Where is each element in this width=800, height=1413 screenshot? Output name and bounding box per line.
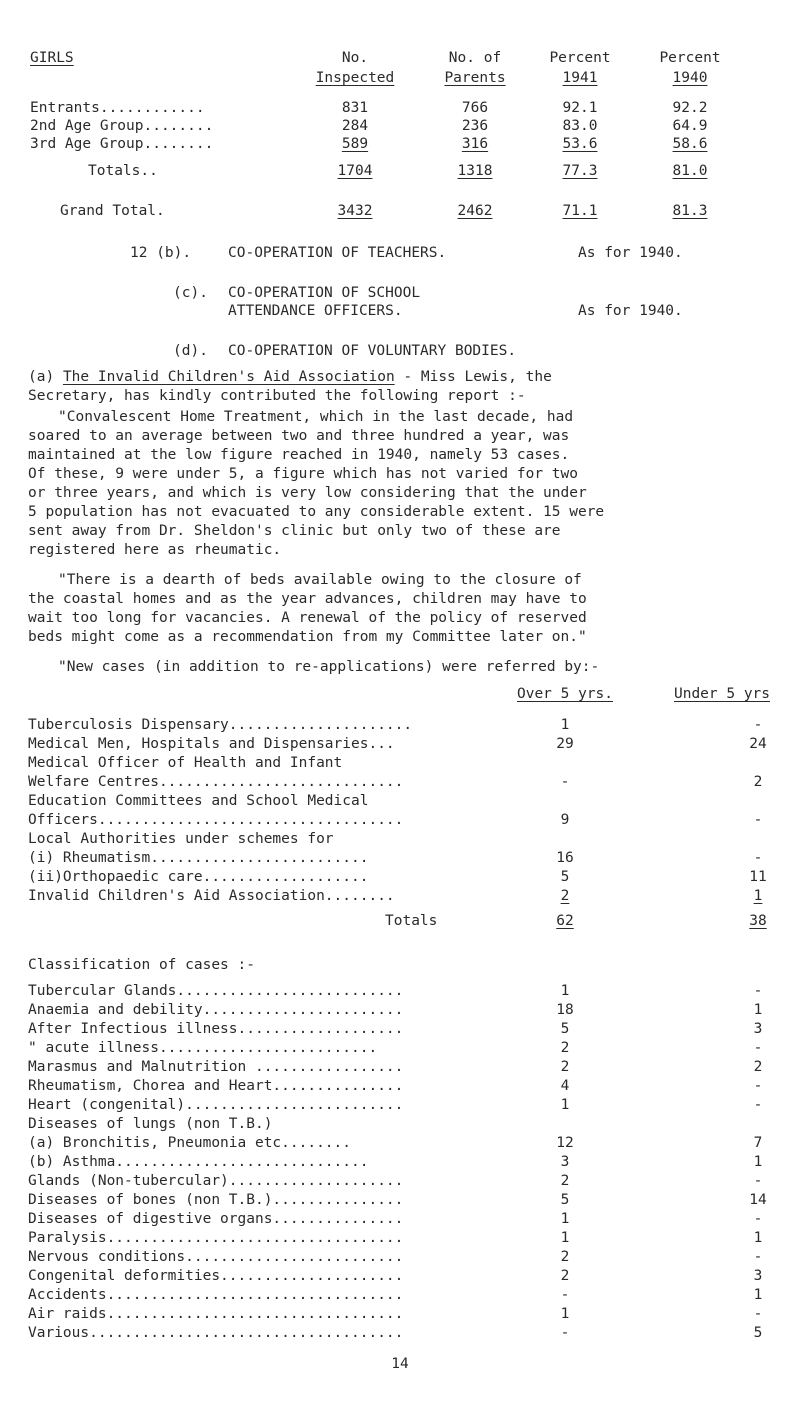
classification-row-over: 1 <box>560 983 570 999</box>
grand-total-1941: 71.1 <box>562 203 598 219</box>
para1-line-8: registered here as rheumatic. <box>28 542 282 558</box>
ref-totals-over: 62 <box>556 913 574 929</box>
row-2nd-age-1940: 64.9 <box>672 118 708 134</box>
ref-row-1-over: 1 <box>560 717 570 733</box>
classification-row-under: 3 <box>753 1268 763 1284</box>
row-3rd-age-inspected: 589 <box>341 136 369 152</box>
row-entrants-1941: 92.1 <box>562 100 598 116</box>
classification-row-label: Diseases of digestive organs............... <box>28 1211 404 1227</box>
grand-total-label: Grand Total. <box>60 203 165 219</box>
classification-row-label: Diseases of bones (non T.B.)............... <box>28 1192 404 1208</box>
ref-row-1-label: Tuberculosis Dispensary..................... <box>28 717 413 733</box>
para1-line-2: soared to an average between two and three hundred a year, was <box>28 428 570 444</box>
classification-row-over: - <box>560 1325 570 1341</box>
row-2nd-age-1941: 83.0 <box>562 118 598 134</box>
header-1941-1: Percent <box>549 50 611 66</box>
report-intro-prefix: (a) <box>28 369 55 385</box>
classification-row-label: Tubercular Glands.......................... <box>28 983 404 999</box>
ref-row-4-under: - <box>753 812 763 828</box>
report-intro-line2: Secretary, has kindly contributed the following report :- <box>28 388 526 404</box>
header-inspected-2: Inspected <box>315 70 395 86</box>
ref-row-6-over: 5 <box>560 869 570 885</box>
classification-row-over: 5 <box>560 1192 570 1208</box>
classification-row-over: 2 <box>560 1040 570 1056</box>
row-2nd-age-parents: 236 <box>461 118 489 134</box>
ref-row-2-over: 29 <box>556 736 574 752</box>
classification-row-over: 4 <box>560 1078 570 1094</box>
classification-row-under: - <box>753 1040 763 1056</box>
classification-row-under: 7 <box>753 1135 763 1151</box>
para3: "New cases (in addition to re-applications) were referred by:- <box>58 659 600 675</box>
classification-row-label: Air raids.................................. <box>28 1306 404 1322</box>
para2-line-1: "There is a dearth of beds available owing to the closure of <box>58 572 582 588</box>
classification-row-over: 18 <box>556 1002 574 1018</box>
classification-row-over: 3 <box>560 1154 570 1170</box>
header-parents-2: Parents <box>444 70 506 86</box>
section-c-num: (c). <box>173 285 208 301</box>
page-number: 14 <box>391 1356 409 1372</box>
col-under-5: Under 5 yrs <box>673 686 771 702</box>
classification-row-under: 1 <box>753 1287 763 1303</box>
classification-heading: Classification of cases :- <box>28 957 255 973</box>
row-2nd-age-inspected: 284 <box>341 118 369 134</box>
ref-totals-label: Totals <box>385 913 438 929</box>
ref-row-5-under: - <box>753 850 763 866</box>
row-3rd-age-label: 3rd Age Group........ <box>30 136 214 152</box>
row-3rd-age-1940: 58.6 <box>672 136 708 152</box>
classification-row-label: Nervous conditions......................... <box>28 1249 404 1265</box>
classification-row-label: Congenital deformities..................... <box>28 1268 404 1284</box>
classification-row-under: 1 <box>753 1154 763 1170</box>
classification-row-over: 12 <box>556 1135 574 1151</box>
header-1941-2: 1941 <box>562 70 598 86</box>
totals-1940: 81.0 <box>672 163 708 179</box>
classification-row-under: - <box>753 983 763 999</box>
para1-line-6: 5 population has not evacuated to any considerable extent. 15 were <box>28 504 605 520</box>
para2-line-2: the coastal homes and as the year advances, children may have to <box>28 591 587 607</box>
totals-1941: 77.3 <box>562 163 598 179</box>
para1-line-3: maintained at the low figure reached in 1940, namely 53 cases. <box>28 447 570 463</box>
ref-row-4-label-2: Officers................................... <box>28 812 404 828</box>
classification-row-over: 1 <box>560 1097 570 1113</box>
totals-parents: 1318 <box>457 163 493 179</box>
classification-row-under: - <box>753 1249 763 1265</box>
row-entrants-parents: 766 <box>461 100 489 116</box>
ref-row-6-label: (ii)Orthopaedic care................... <box>28 869 369 885</box>
classification-row-label: " acute illness......................... <box>28 1040 378 1056</box>
classification-row-label: Heart (congenital)......................... <box>28 1097 404 1113</box>
classification-row-under: - <box>753 1306 763 1322</box>
ref-row-5-over: 16 <box>556 850 574 866</box>
header-1940-1: Percent <box>659 50 721 66</box>
classification-row-label: Rheumatism, Chorea and Heart............... <box>28 1078 404 1094</box>
ref-row-4-label-1: Education Committees and School Medical <box>28 793 369 809</box>
ref-row-2-under: 24 <box>749 736 767 752</box>
report-intro-rest: - Miss Lewis, the <box>394 369 552 385</box>
association-name: The Invalid Children's Aid Association <box>62 369 395 385</box>
row-entrants-1940: 92.2 <box>672 100 708 116</box>
section-d-title: CO-OPERATION OF VOLUNTARY BODIES. <box>228 343 517 359</box>
ref-row-6-under: 11 <box>749 869 767 885</box>
classification-row-over: 2 <box>560 1173 570 1189</box>
classification-row-label: (b) Asthma............................. <box>28 1154 369 1170</box>
classification-row-under: 2 <box>753 1059 763 1075</box>
para1-line-1: "Convalescent Home Treatment, which in the last decade, had <box>58 409 574 425</box>
classification-row-over: 2 <box>560 1059 570 1075</box>
ref-row-3-under: 2 <box>753 774 763 790</box>
section-b-note: As for 1940. <box>578 245 683 261</box>
section-c-note: As for 1940. <box>578 303 683 319</box>
header-1940-2: 1940 <box>672 70 708 86</box>
classification-row-under: - <box>753 1097 763 1113</box>
classification-row-over: 2 <box>560 1268 570 1284</box>
header-inspected-1: No. <box>341 50 369 66</box>
report-intro <box>28 367 784 387</box>
ref-row-7-label: Invalid Children's Aid Association........ <box>28 888 395 904</box>
totals-inspected: 1704 <box>337 163 373 179</box>
section-c-title-2: ATTENDANCE OFFICERS. <box>228 303 403 319</box>
totals-label: Totals.. <box>88 163 158 179</box>
classification-row-label: Diseases of lungs (non T.B.) <box>28 1116 273 1132</box>
para1-line-5: or three years, and which is very low considering that the under <box>28 485 587 501</box>
ref-row-5-label-1: Local Authorities under schemes for <box>28 831 334 847</box>
row-2nd-age-label: 2nd Age Group........ <box>30 118 214 134</box>
ref-totals-under: 38 <box>749 913 767 929</box>
classification-row-label: Various.................................... <box>28 1325 404 1341</box>
ref-row-7-over: 2 <box>560 888 570 904</box>
col-over-5: Over 5 yrs. <box>516 686 614 702</box>
row-entrants-inspected: 831 <box>341 100 369 116</box>
girls-table-title: GIRLS <box>30 50 74 66</box>
ref-row-1-under: - <box>753 717 763 733</box>
para2-line-3: wait too long for vacancies. A renewal of the policy of reserved <box>28 610 587 626</box>
para1-line-4: Of these, 9 were under 5, a figure which has not varied for two <box>28 466 578 482</box>
para1-line-7: sent away from Dr. Sheldon's clinic but only two of these are <box>28 523 561 539</box>
classification-row-over: 1 <box>560 1306 570 1322</box>
classification-row-over: 2 <box>560 1249 570 1265</box>
row-3rd-age-1941: 53.6 <box>562 136 598 152</box>
header-parents-1: No. of <box>448 50 502 66</box>
classification-row-label: Anaemia and debility....................... <box>28 1002 404 1018</box>
classification-row-label: (a) Bronchitis, Pneumonia etc........ <box>28 1135 352 1151</box>
grand-total-parents: 2462 <box>457 203 493 219</box>
classification-row-under: 5 <box>753 1325 763 1341</box>
classification-row-under: 14 <box>749 1192 767 1208</box>
classification-row-over: 5 <box>560 1021 570 1037</box>
ref-row-7-under: 1 <box>753 888 763 904</box>
classification-row-under: - <box>753 1211 763 1227</box>
classification-row-label: Accidents.................................. <box>28 1287 404 1303</box>
ref-row-3-over: - <box>560 774 570 790</box>
ref-row-3-label-2: Welfare Centres............................ <box>28 774 404 790</box>
classification-row-under: - <box>753 1173 763 1189</box>
section-d-num: (d). <box>173 343 208 359</box>
para2-line-4: beds might come as a recommendation from my Committee later on." <box>28 629 587 645</box>
classification-row-over: - <box>560 1287 570 1303</box>
classification-row-label: Glands (Non-tubercular).................... <box>28 1173 404 1189</box>
classification-row-label: Marasmus and Malnutrition ................. <box>28 1059 404 1075</box>
classification-row-under: 1 <box>753 1002 763 1018</box>
classification-row-under: 3 <box>753 1021 763 1037</box>
classification-row-under: - <box>753 1078 763 1094</box>
grand-total-inspected: 3432 <box>337 203 373 219</box>
grand-total-1940: 81.3 <box>672 203 708 219</box>
classification-row-over: 1 <box>560 1230 570 1246</box>
section-b-title: CO-OPERATION OF TEACHERS. <box>228 245 447 261</box>
classification-row-over: 1 <box>560 1211 570 1227</box>
section-c-title-1: CO-OPERATION OF SCHOOL <box>228 285 421 301</box>
classification-row-under: 1 <box>753 1230 763 1246</box>
classification-row-label: After Infectious illness................... <box>28 1021 404 1037</box>
row-entrants-label: Entrants............ <box>30 100 205 116</box>
ref-row-3-label-1: Medical Officer of Health and Infant <box>28 755 343 771</box>
ref-row-5-label-2: (i) Rheumatism......................... <box>28 850 369 866</box>
ref-row-2-label: Medical Men, Hospitals and Dispensaries... <box>28 736 395 752</box>
section-b-num: 12 (b). <box>130 245 192 261</box>
ref-row-4-over: 9 <box>560 812 570 828</box>
row-3rd-age-parents: 316 <box>461 136 489 152</box>
classification-row-label: Paralysis.................................. <box>28 1230 404 1246</box>
